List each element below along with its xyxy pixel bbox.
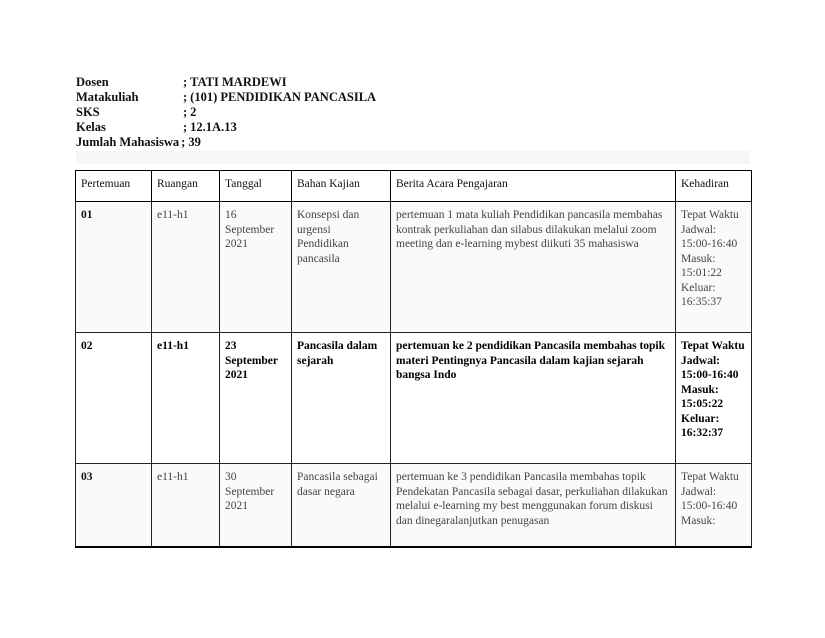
cell-bahan-kajian: Konsepsi dan urgensi Pendidikan pancasila (292, 202, 391, 333)
cell-tanggal: 23 September 2021 (220, 333, 292, 464)
kehadiran-masuk: Masuk: 15:05:22 (681, 383, 724, 410)
header-band (76, 151, 750, 164)
header-tanggal: Tanggal (220, 171, 292, 202)
kehadiran-masuk: Masuk: (681, 514, 716, 527)
kehadiran-status: Tepat Waktu (681, 340, 745, 352)
kelas-label: Kelas (76, 120, 106, 134)
matakuliah-label: Matakuliah (76, 90, 139, 104)
cell-bahan-kajian: Pancasila dalam sejarah (292, 333, 391, 464)
kehadiran-masuk: Masuk: 15:01:22 (681, 252, 722, 279)
kehadiran-jadwal: Jadwal: 15:00-16:40 (681, 485, 738, 512)
separator: ; (183, 75, 188, 89)
header-bahan-kajian: Bahan Kajian (292, 171, 391, 202)
kehadiran-keluar: Keluar: 16:35:37 (681, 281, 722, 308)
cell-tanggal: 30 September 2021 (220, 464, 292, 548)
table-header-row (76, 171, 752, 202)
kelas-value: 12.1A.13 (190, 120, 237, 134)
cell-kehadiran (676, 202, 752, 333)
cell-bahan-kajian: Pancasila sebagai dasar negara (292, 464, 391, 548)
attendance-table (75, 170, 752, 548)
separator: ; (183, 120, 188, 134)
cell-berita-acara: pertemuan 1 mata kuliah Pendidikan pancasila membahas kontrak perkuliahan dan silabus dilakukan melalui zoom meeting dan e-learning mybest diikuti 35 mahasiswa (391, 202, 676, 333)
cell-berita-acara: pertemuan ke 2 pendidikan Pancasila membahas topik materi Pentingnya Pancasila dalam kajian sejarah bangsa Indo (391, 333, 676, 464)
kehadiran-status: Tepat Waktu (681, 209, 739, 221)
kehadiran-keluar: Keluar: 16:32:37 (681, 412, 724, 439)
table-row (76, 333, 752, 464)
cell-kehadiran (676, 464, 752, 548)
header-kehadiran: Kehadiran (676, 171, 752, 202)
info-row-dosen (76, 75, 376, 90)
kehadiran-status: Tepat Waktu (681, 471, 739, 483)
course-info (76, 75, 376, 150)
jumlah-label: Jumlah Mahasiswa (76, 135, 180, 149)
cell-ruangan: e11-h1 (152, 464, 220, 548)
cell-kehadiran (676, 333, 752, 464)
matakuliah-value: (101) PENDIDIKAN PANCASILA (190, 90, 377, 104)
separator: ; (183, 90, 188, 104)
dosen-label: Dosen (76, 75, 109, 89)
sks-label: SKS (76, 105, 100, 119)
jumlah-value: 39 (188, 135, 201, 149)
cell-pertemuan: 03 (76, 464, 152, 548)
kehadiran-jadwal: Jadwal: 15:00-16:40 (681, 354, 739, 381)
cell-pertemuan: 01 (76, 202, 152, 333)
cell-tanggal: 16 September 2021 (220, 202, 292, 333)
cell-berita-acara: pertemuan ke 3 pendidikan Pancasila membahas topik Pendekatan Pancasila sebagai dasar, perkuliahan dilakukan melalui e-learning my best menggunakan forum diskusi dan dinegaralanjutkan penugasan (391, 464, 676, 548)
separator: ; (183, 105, 188, 119)
table-row (76, 464, 752, 548)
info-row-kelas (76, 120, 376, 135)
info-row-sks (76, 105, 376, 120)
table-row (76, 202, 752, 333)
header-berita-acara: Berita Acara Pengajaran (391, 171, 676, 202)
separator: ; (181, 135, 186, 149)
cell-ruangan: e11-h1 (152, 202, 220, 333)
info-row-matakuliah (76, 90, 376, 105)
dosen-value: TATI MARDEWI (190, 75, 287, 89)
cell-ruangan: e11-h1 (152, 333, 220, 464)
kehadiran-jadwal: Jadwal: 15:00-16:40 (681, 223, 738, 250)
header-ruangan: Ruangan (152, 171, 220, 202)
info-row-jumlah (76, 135, 376, 150)
header-pertemuan: Pertemuan (76, 171, 152, 202)
sks-value: 2 (190, 105, 197, 119)
cell-pertemuan: 02 (76, 333, 152, 464)
